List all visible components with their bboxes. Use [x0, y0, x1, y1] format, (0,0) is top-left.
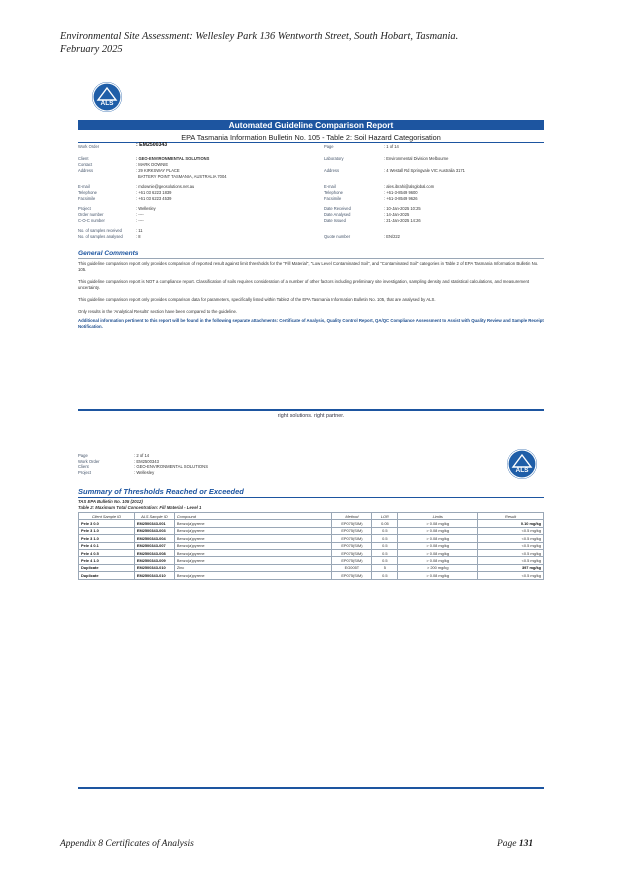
footer-appendix: Appendix 8 Certificates of Analysis	[60, 839, 194, 849]
result: 0.10 mg/kg	[478, 520, 544, 527]
lor: 0.5	[372, 557, 398, 564]
field-label: Client	[78, 156, 89, 161]
lor: 0.5	[372, 549, 398, 556]
field-label: Quote number	[324, 234, 351, 239]
summary-title: Summary of Thresholds Reached or Exceeded	[78, 487, 244, 496]
divider	[78, 497, 544, 498]
bulletin-reference: TAS EPA Bulletin No. 105 (2012)	[78, 499, 143, 504]
result: <0.5 mg/kg	[478, 535, 544, 542]
als-sample-id: EM2500343-007	[134, 542, 174, 549]
client-sample-id: Duplicate	[79, 572, 135, 579]
method: EP075(SIM)	[332, 549, 372, 556]
field-label: Facsimile	[324, 196, 342, 201]
method: EP075(SIM)	[332, 572, 372, 579]
limit: > 0.08 mg/kg	[398, 527, 478, 534]
logo-text: ALS	[515, 467, 529, 474]
lor: 0.5	[372, 535, 398, 542]
als-logo-icon	[92, 82, 122, 112]
meta-value: : EM2500343	[134, 458, 159, 464]
table-row	[79, 564, 544, 571]
field-label: C-O-C number	[78, 218, 105, 223]
field-label: Project	[78, 206, 91, 211]
als-sample-id: EM2500343-009	[134, 557, 174, 564]
field-value: : +61 03 6223 4539	[136, 196, 172, 201]
limit: > 0.08 mg/kg	[398, 542, 478, 549]
client-sample-id: Duplicate	[79, 564, 135, 571]
table-row	[79, 557, 544, 564]
field-label: Page	[324, 144, 334, 149]
compound: Benzo(a)pyrene	[174, 520, 332, 527]
meta-value: : Wellesley	[134, 469, 155, 475]
als-logo	[507, 449, 537, 479]
work-order-value: : EM2500343	[136, 142, 168, 148]
table-header-row	[79, 513, 544, 520]
field-value: : Environmental Division Melbourne	[384, 156, 449, 161]
method: EP075(SIM)	[332, 542, 372, 549]
limit: > 0.08 mg/kg	[398, 520, 478, 527]
field-label: Date Analysed	[324, 212, 351, 217]
column-header: Limits	[398, 513, 478, 520]
client-sample-id: Pele 3 1.0	[79, 535, 135, 542]
field-value: : ----	[136, 218, 144, 223]
compound: Zinc	[174, 564, 332, 571]
tagline: right solutions. right partner.	[277, 413, 345, 419]
field-label: Work Order	[78, 144, 100, 149]
result: <0.5 mg/kg	[478, 527, 544, 534]
report-subtitle: EPA Tasmania Information Bulletin No. 105 - Table 2: Soil Hazard Categorisation	[181, 133, 441, 142]
thresholds-table	[78, 512, 544, 580]
meta-value: : 2 of 14	[134, 453, 150, 458]
table-row	[79, 549, 544, 556]
als-sample-id: EM2500343-008	[134, 549, 174, 556]
als-sample-id: EM2500343-001	[134, 520, 174, 527]
field-label: Contact	[78, 162, 93, 167]
als-sample-id: EM2500343-003	[134, 527, 174, 534]
table-row	[79, 535, 544, 542]
footer-page-label: Page	[497, 839, 517, 849]
field-value: : EN/222	[384, 234, 400, 239]
table-caption: Table 2: Maximum Total Concentration: Fill Material - Level 1	[78, 505, 202, 510]
lor: 0.5	[372, 542, 398, 549]
field-label: Telephone	[78, 190, 97, 195]
table-row	[79, 520, 544, 527]
compound: Benzo(a)pyrene	[174, 542, 332, 549]
column-header: Method	[332, 513, 372, 520]
client-sample-id: Pele 3 1.0	[79, 527, 135, 534]
compound: Benzo(a)pyrene	[174, 527, 332, 534]
result: <0.5 mg/kg	[478, 542, 544, 549]
lor: 0.5	[372, 527, 398, 534]
compound: Benzo(a)pyrene	[174, 549, 332, 556]
als-sample-id: EM2500343-010	[134, 572, 174, 579]
field-label: E-mail	[324, 184, 336, 189]
comment-paragraph: This guideline comparison report is NOT a compliance report. Classification of soils requires consideration of a number of other factors including preliminary site investigation, sampling density and statistical calculations, and measurement uncertainty.	[78, 279, 530, 290]
field-value: BATTERY POINT TASMANIA, AUSTRALIA 7004	[138, 174, 227, 179]
meta-value: : GEO-ENVIRONMENTAL SOLUTIONS	[134, 464, 208, 469]
column-header: Result	[478, 513, 544, 520]
field-value: : 29 KIRKSWAY PLACE	[136, 168, 180, 173]
header-date: February 2025	[60, 44, 123, 55]
report-banner: Automated Guideline Comparison Report	[78, 120, 544, 130]
compound: Benzo(a)pyrene	[174, 572, 332, 579]
field-value: : GEO-ENVIRONMENTAL SOLUTIONS	[136, 156, 210, 161]
field-value: : 4 Westall Rd Springvale VIC Australia 3171	[384, 168, 465, 173]
column-header: ALS Sample ID	[134, 513, 174, 520]
lor: 0.05	[372, 520, 398, 527]
comment-paragraph: Only results in the 'Analytical Results' section have been compared to the guideline.	[78, 309, 238, 314]
meta-label: Client	[78, 464, 89, 469]
comment-paragraph: This guideline comparison report only provides comparison data for parameters, specifically listed within Table2 of the EPA Tasmania Information Bulletin No. 105, that are analysed by ALS.	[78, 297, 436, 302]
method: EG005T	[332, 564, 372, 571]
footer-page-number: 131	[518, 839, 534, 849]
field-label: Laboratory	[324, 156, 344, 161]
field-value: : 8	[136, 234, 141, 239]
method: EP075(SIM)	[332, 557, 372, 564]
field-value: : 21-Jan-2025 14:26	[384, 218, 421, 223]
page2-meta	[78, 453, 298, 479]
table-row	[79, 527, 544, 534]
compound: Benzo(a)pyrene	[174, 557, 332, 564]
als-sample-id: EM2500343-004	[134, 535, 174, 542]
field-label: Telephone	[324, 190, 343, 195]
report-details	[78, 144, 544, 244]
table-row	[79, 542, 544, 549]
compound: Benzo(a)pyrene	[174, 535, 332, 542]
result: <0.5 mg/kg	[478, 557, 544, 564]
column-header: Compound	[174, 513, 332, 520]
field-label: Date Received	[324, 206, 351, 211]
als-logo	[92, 82, 122, 112]
limit: > 0.08 mg/kg	[398, 549, 478, 556]
meta-label: Page	[78, 453, 88, 458]
field-label: Address	[78, 168, 94, 173]
field-value: : 10-Jan-2025 10:25	[384, 206, 421, 211]
limit: > 0.08 mg/kg	[398, 572, 478, 579]
field-label: Order number	[78, 212, 104, 217]
method: EP075(SIM)	[332, 527, 372, 534]
field-value: : ales.ibrahi@alsglobal.com	[384, 184, 435, 189]
client-sample-id: Pele 4 0.1	[79, 542, 135, 549]
field-value: : mdownie@geosolutions.net.au	[136, 184, 195, 189]
divider	[78, 258, 544, 259]
field-label: Facsimile	[78, 196, 96, 201]
meta-label: Work Order	[78, 458, 100, 464]
general-comments-title: General Comments	[78, 250, 139, 257]
page-header	[60, 30, 458, 56]
table-row	[79, 572, 544, 579]
als-sample-id: EM2500343-010	[134, 564, 174, 571]
client-sample-id: Pele 4 1.0	[79, 557, 135, 564]
field-value: : +61-3-8549 9626	[384, 196, 418, 201]
field-label: Date Issued	[324, 218, 346, 223]
logo-text: ALS	[100, 100, 114, 107]
field-label: No. of samples analysed	[78, 234, 123, 239]
lor: 0.5	[372, 572, 398, 579]
method: EP075(SIM)	[332, 535, 372, 542]
field-label: Address	[324, 168, 340, 173]
limit: > 0.08 mg/kg	[398, 557, 478, 564]
client-sample-id: Pele 3 0.0	[79, 520, 135, 527]
field-label: E-mail	[78, 184, 90, 189]
header-title: Environmental Site Assessment: Wellesley Park 136 Wentworth Street, South Hobart, Tasmania.	[60, 31, 459, 42]
comment-paragraph: This guideline comparison report only provides comparison of reported result against limit thresholds for the "Fill Material", "Low Level Contaminated Soil", and "Contaminated Soil" categories in Table 2 of EPA Tasmania Information Bulletin No. 105.	[78, 261, 539, 272]
client-sample-id: Pele 4 0.5	[79, 549, 135, 556]
method: EP075(SIM)	[332, 520, 372, 527]
field-value: : +61-3-8549 9600	[384, 190, 418, 195]
field-value: : 14-Jan-2025	[384, 212, 410, 217]
field-value: : Wellesley	[136, 206, 156, 211]
field-value: : MARK DOWNIE	[136, 162, 169, 167]
result: <0.5 mg/kg	[478, 572, 544, 579]
page-break-rule	[78, 409, 544, 411]
limit: > 0.08 mg/kg	[398, 535, 478, 542]
field-value: : 1 of 14	[384, 144, 399, 149]
als-logo-icon	[507, 449, 537, 479]
field-value: : ----	[136, 212, 144, 217]
column-header: LOR	[372, 513, 398, 520]
footer-page	[497, 839, 533, 849]
limit: > 200 mg/kg	[398, 564, 478, 571]
meta-label: Project	[78, 469, 92, 475]
field-value: : 11	[136, 228, 143, 233]
result: <0.5 mg/kg	[478, 549, 544, 556]
comment-paragraph-attachments: Additional information pertinent to this report will be found in the following separate attachments: Certificate of Analysis, Quality Control Report, QA/QC Compliance Assessment to Assist with Quality Review and Sample Receipt Notification.	[78, 318, 544, 329]
result: 397 mg/kg	[478, 564, 544, 571]
field-value: : +61 03 6223 1839	[136, 190, 172, 195]
field-label: No. of samples received	[78, 228, 122, 233]
lor: 5	[372, 564, 398, 571]
column-header: Client Sample ID	[79, 513, 135, 520]
page-bottom-rule	[78, 787, 544, 789]
